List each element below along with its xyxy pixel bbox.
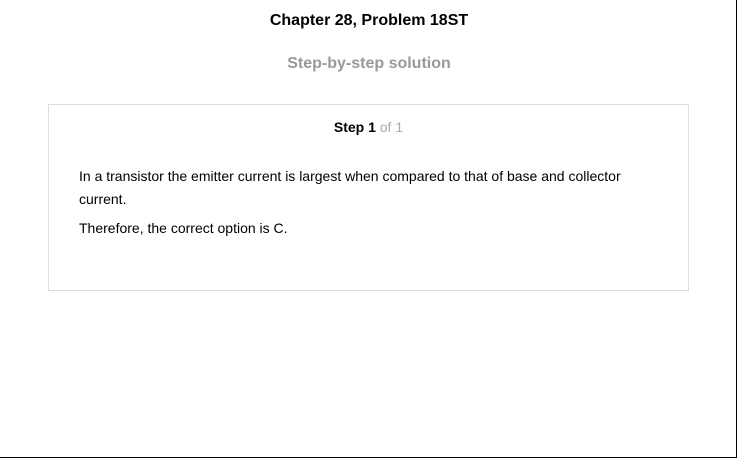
step-paragraph: In a transistor the emitter current is largest when compared to that of base and collector current. — [79, 168, 621, 207]
step-label: Step 1 — [333, 119, 376, 135]
step-header — [49, 119, 688, 135]
page-title: Chapter 28, Problem 18ST — [269, 12, 469, 29]
step-body — [79, 165, 649, 246]
solution-subtitle: Step-by-step solution — [287, 55, 451, 72]
step-count: of 1 — [379, 119, 404, 135]
step-card — [48, 104, 689, 291]
step-paragraph: Therefore, the correct option is C. — [79, 220, 288, 236]
